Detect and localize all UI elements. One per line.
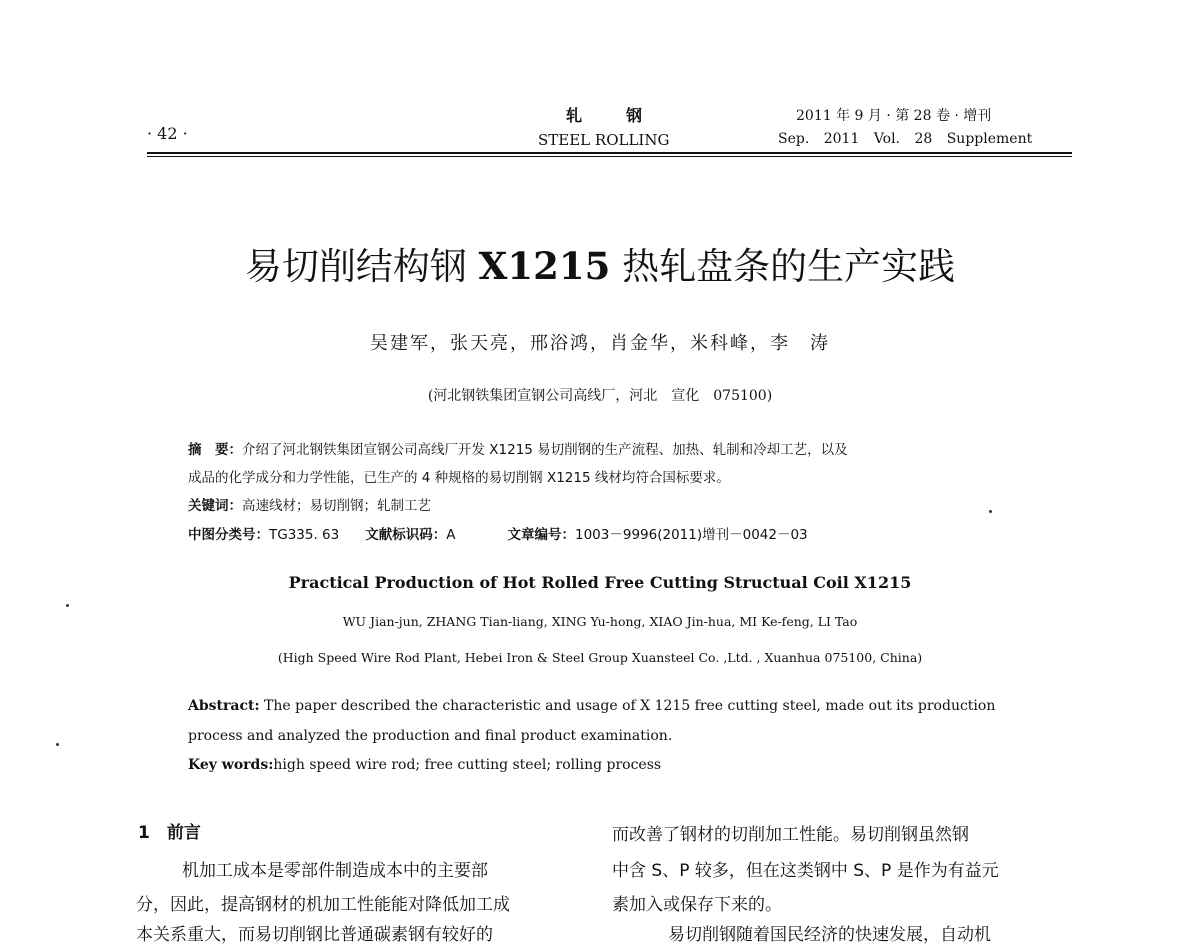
keywords-en-text: high speed wire rod; free cutting steel; rolling process [273, 757, 662, 773]
issue-info-en: Sep. 2011 Vol. 28 Supplement [778, 131, 1033, 147]
title-code: X1215 [478, 244, 611, 288]
keywords-cn [188, 494, 431, 514]
doc-code-label: 文献标识码： [365, 527, 447, 543]
header-rule-thick [147, 152, 1072, 154]
paper-title [0, 236, 1200, 290]
title-cn-pre: 易切削结构钢 [244, 245, 479, 288]
body-left-line3: 本关系重大，而易切削钢比普通碳素钢有较好的 [136, 925, 493, 945]
title-cn-post: 热轧盘条的生产实践 [610, 245, 956, 288]
article-id-value: 1003－9996(2011)增刊－0042－03 [575, 527, 808, 543]
doc-code-value: A [446, 527, 456, 543]
section-heading: 1 前言 [138, 823, 201, 843]
header-rule-thin [147, 156, 1072, 157]
body-right-line4: 易切削钢随着国民经济的快速发展，自动机 [668, 925, 991, 945]
issue-info-cn: 2011 年 9 月 · 第 28 卷 · 增刊 [796, 108, 992, 124]
abstract-en-text1: The paper described the characteristic and usage of X 1215 free cutting steel, made out its production [259, 698, 996, 714]
author-list: 吴建军，张天亮，邢浴鸿，肖金华，米科峰，李 涛 [370, 333, 830, 354]
abstract-cn-line2: 成品的化学成分和力学性能，已生产的 4 种规格的易切削钢 X1215 线材均符合国标要求。 [188, 470, 730, 486]
article-id-label: 文章编号： [507, 527, 575, 543]
clc-label: 中图分类号： [188, 527, 269, 543]
keywords-en-label: Key words: [188, 757, 274, 773]
scan-speck [56, 743, 59, 746]
abstract-cn-text1: 介绍了河北钢铁集团宣钢公司高线厂开发 X1215 易切削钢的生产流程、加热、轧制和冷却工艺，以及 [242, 442, 848, 458]
abstract-cn-line1 [188, 438, 848, 458]
page-number: · 42 · [147, 124, 188, 143]
body-right-line2: 中含 S、P 较多，但在这类钢中 S、P 是作为有益元 [612, 861, 999, 881]
classification-line [188, 523, 808, 543]
scan-speck [989, 510, 992, 513]
abstract-en-line1 [188, 698, 995, 714]
abstract-en-line2: process and analyzed the production and final product examination. [188, 728, 673, 744]
body-left-line1: 机加工成本是零部件制造成本中的主要部 [182, 861, 488, 881]
body-left-line2: 分，因此，提高钢材的机加工性能能对降低加工成 [136, 895, 510, 915]
author-list-en: WU Jian-jun, ZHANG Tian-liang, XING Yu-hong, XIAO Jin-hua, MI Ke-feng, LI Tao [342, 614, 858, 629]
keywords-cn-label: 关键词： [188, 498, 242, 514]
body-right-line3: 素加入或保存下来的。 [612, 895, 782, 915]
abstract-cn-label: 摘 要： [188, 442, 242, 458]
affiliation: (河北钢铁集团宣钢公司高线厂，河北 宣化 075100) [427, 388, 773, 404]
clc-value: TG335. 63 [269, 527, 340, 543]
scan-speck [66, 604, 69, 607]
body-right-line1: 而改善了钢材的切削加工性能。易切削钢虽然钢 [612, 825, 969, 845]
keywords-en [188, 757, 661, 773]
keywords-cn-text: 高速线材；易切削钢；轧制工艺 [242, 498, 431, 514]
journal-name-en: STEEL ROLLING [538, 131, 670, 149]
journal-name-cn: 轧钢 [566, 106, 687, 125]
abstract-en-label: Abstract: [188, 698, 260, 714]
affiliation-en: (High Speed Wire Rod Plant, Hebei Iron & Steel Group Xuansteel Co. ,Ltd. , Xuanhua 075100, China) [277, 650, 923, 665]
paper-title-en: Practical Production of Hot Rolled Free Cutting Structual Coil X1215 [288, 573, 912, 592]
